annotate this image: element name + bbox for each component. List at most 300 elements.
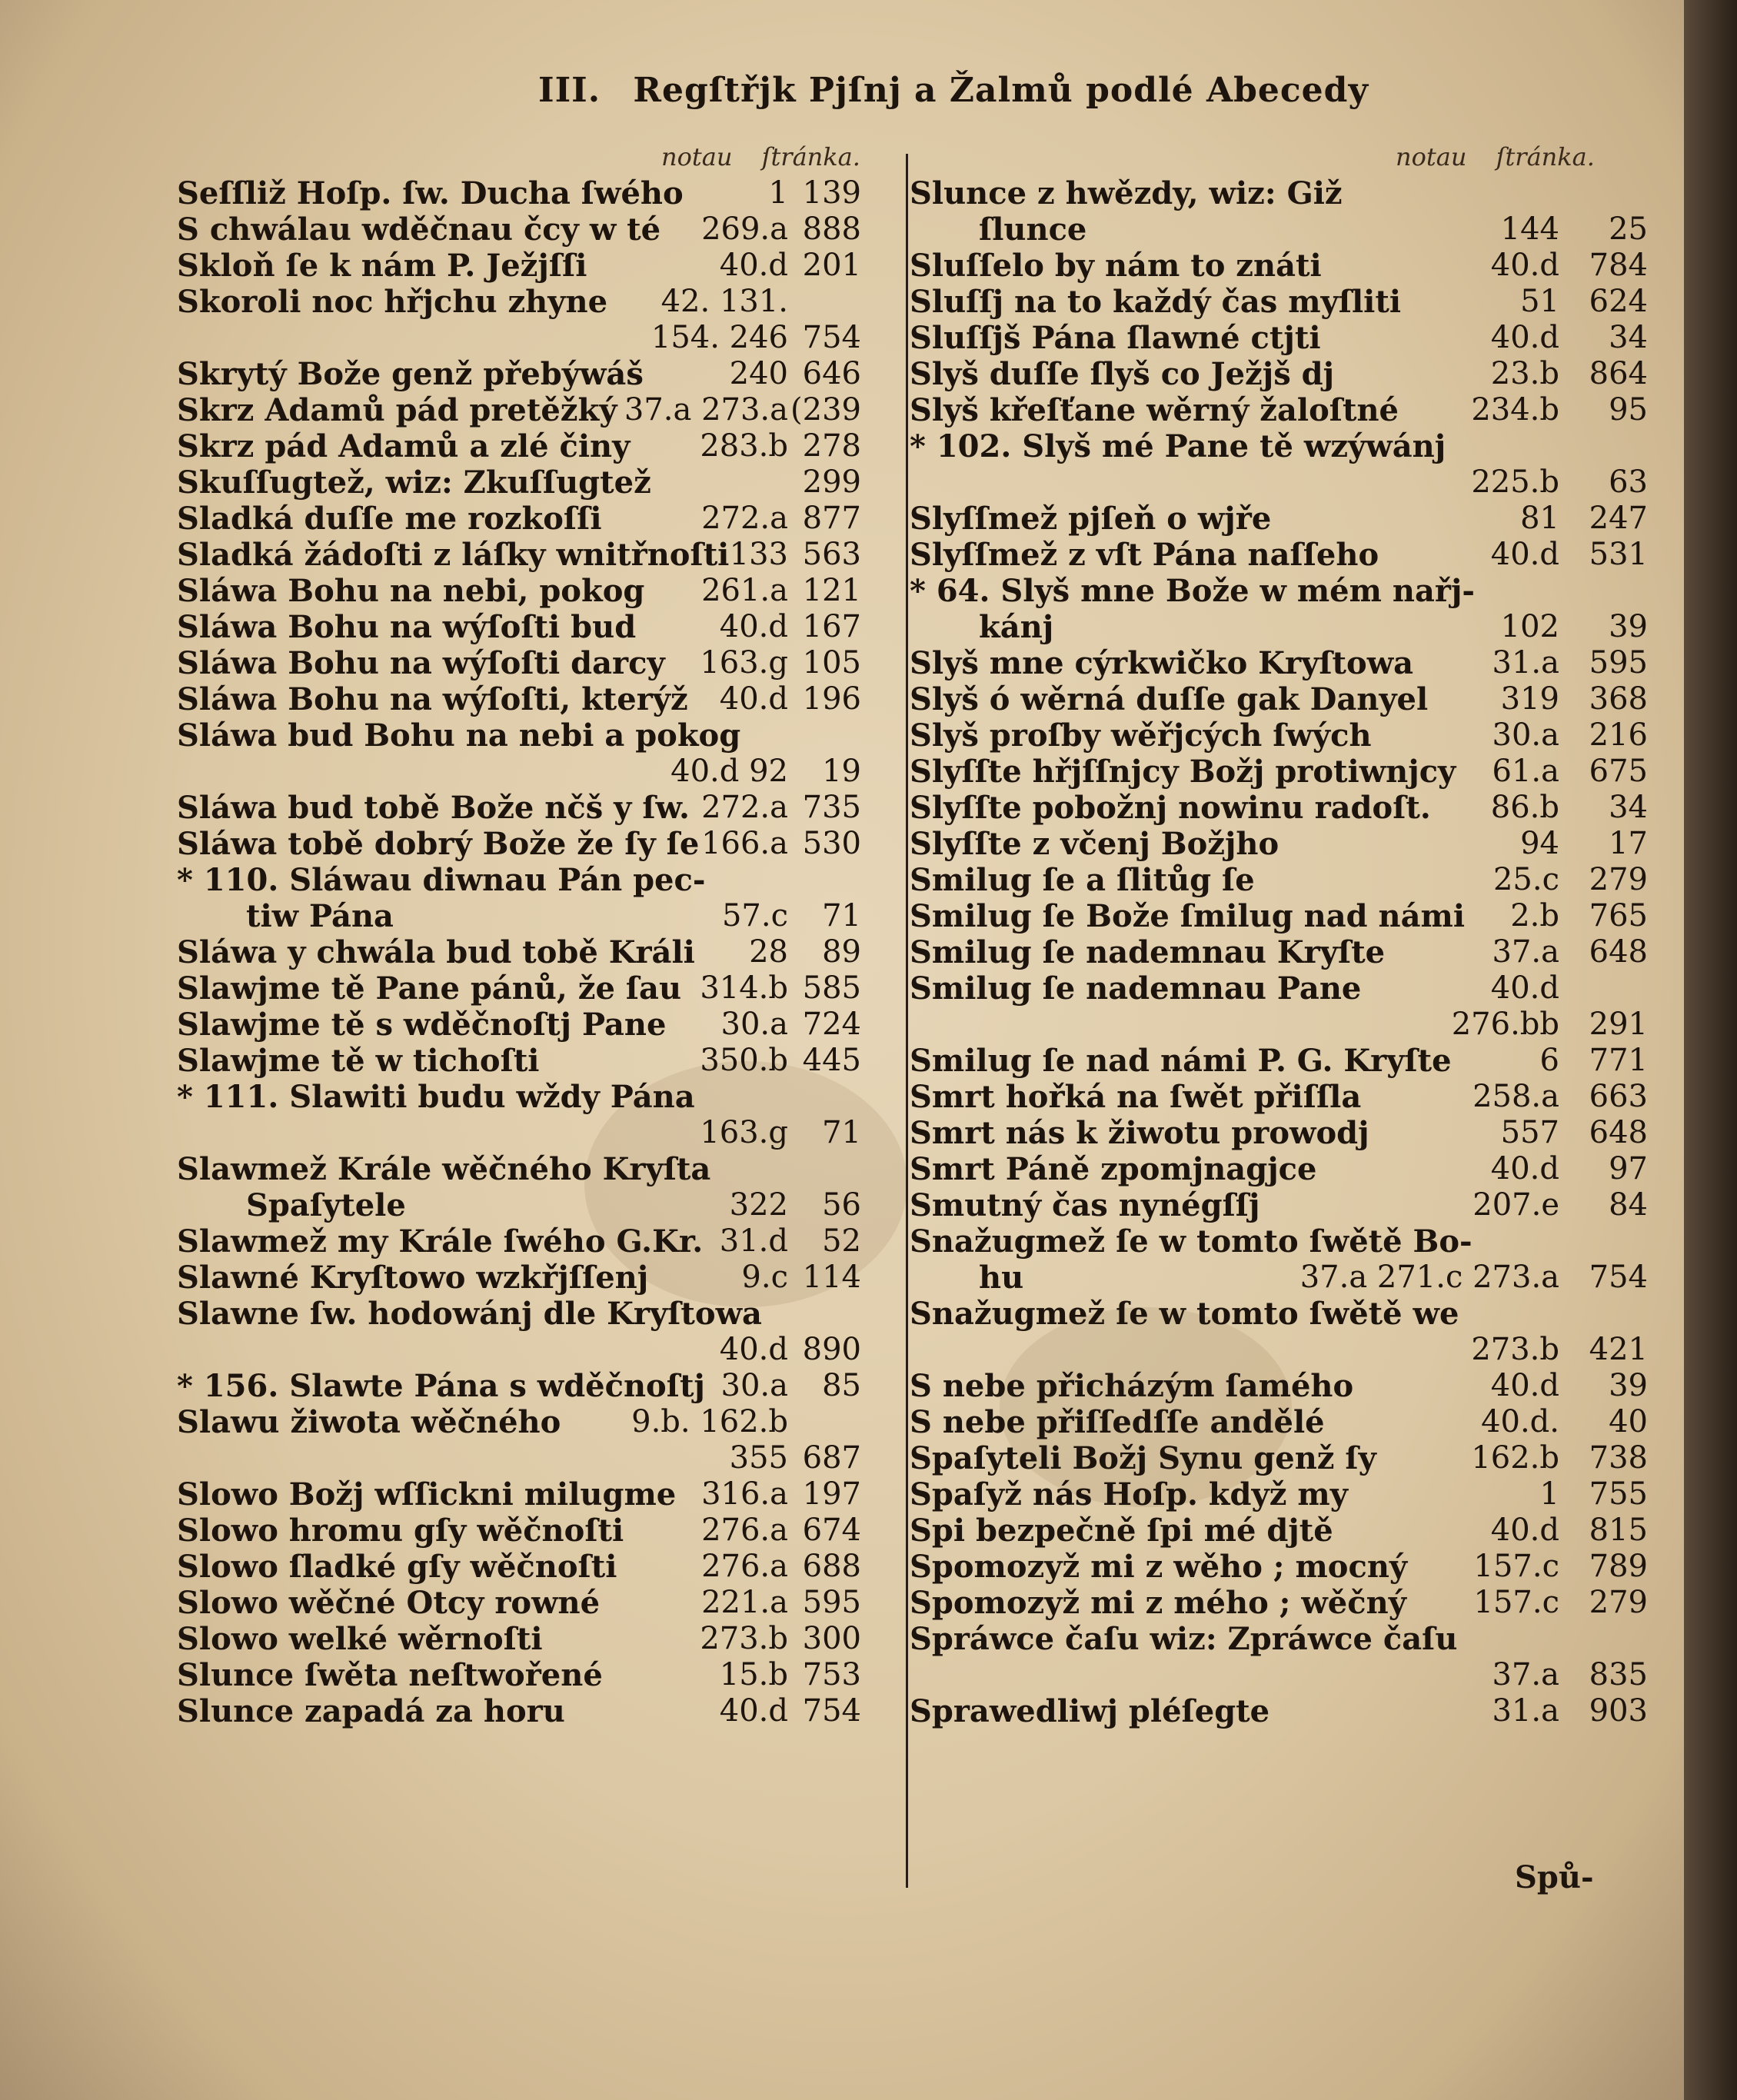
index-entry xyxy=(910,1151,1648,1187)
entry-title: Spi bezpečně ſpi mé djtě xyxy=(910,1513,1333,1549)
entry-title: Slawmež Krále wěčného Kryſta xyxy=(177,1151,711,1187)
index-entry xyxy=(910,428,1648,501)
entry-notau: 240 xyxy=(729,356,788,391)
page-header xyxy=(538,71,1369,110)
entry-page: 97 xyxy=(1609,1151,1648,1186)
index-entry xyxy=(910,754,1648,790)
entry-title: Skoroli noc hřjchu zhyne xyxy=(177,284,608,320)
entry-notau-continuation: 40.d 92 xyxy=(671,754,788,789)
entry-page: 784 xyxy=(1589,248,1648,283)
entry-notau: 166.a xyxy=(701,826,788,861)
entry-notau: 133 xyxy=(729,537,788,572)
entry-page: 771 xyxy=(1589,1043,1648,1078)
entry-notau-continuation: 355 xyxy=(729,1440,788,1476)
entry-page-continuation: 25 xyxy=(1609,211,1648,247)
entry-notau: 283.b xyxy=(700,428,788,464)
entry-notau: 15.b xyxy=(719,1657,788,1692)
entry-title: Skrz Adamů pád pretěžký xyxy=(177,392,617,428)
entry-page-continuation: 71 xyxy=(822,1115,861,1150)
entry-title: Sladká žádoſti z láſky wnitřnoſti xyxy=(177,537,730,573)
index-entry xyxy=(177,1079,861,1151)
index-entry xyxy=(177,1404,861,1476)
entry-page: 738 xyxy=(1589,1440,1648,1476)
entry-page: 216 xyxy=(1589,717,1648,753)
index-entry xyxy=(177,573,861,609)
entry-page: 864 xyxy=(1589,356,1648,391)
left-column-head xyxy=(661,142,860,171)
entry-notau-continuation: 102 xyxy=(1500,609,1559,644)
index-entry xyxy=(910,1115,1648,1151)
entry-title: Slawmež my Krále ſwého G.Kr. xyxy=(177,1223,704,1260)
entry-notau: 234.b xyxy=(1471,392,1559,428)
index-entry xyxy=(177,609,861,645)
entry-title-continuation: tiw Pána xyxy=(246,898,394,934)
entry-page: 563 xyxy=(802,537,861,572)
index-entry xyxy=(177,501,861,537)
entry-page: 663 xyxy=(1589,1079,1648,1114)
entry-title: Skloň ſe k nám P. Ježjſſi xyxy=(177,248,587,284)
entry-title: * 111. Slawiti budu wždy Pána xyxy=(177,1079,695,1115)
entry-title-continuation: kánj xyxy=(979,609,1054,645)
entry-notau: 40.d xyxy=(1490,970,1559,1006)
entry-page-continuation: 754 xyxy=(1589,1260,1648,1295)
entry-title: Spaſyteli Božj Synu genž ſy xyxy=(910,1440,1376,1476)
index-entry xyxy=(910,1187,1648,1223)
entry-notau-continuation: 276.bb xyxy=(1451,1007,1559,1042)
index-entry xyxy=(910,790,1648,826)
entry-page: 201 xyxy=(802,248,861,283)
entry-notau: 30.a xyxy=(720,1368,788,1403)
section-number: III. xyxy=(538,71,601,110)
index-entry xyxy=(177,248,861,284)
index-entry xyxy=(910,573,1648,645)
entry-page-continuation: 835 xyxy=(1589,1657,1648,1692)
entry-notau: 23.b xyxy=(1490,356,1559,391)
entry-notau: 162.b xyxy=(1471,1440,1559,1476)
entry-notau: 261.a xyxy=(701,573,788,608)
entry-page: 753 xyxy=(802,1657,861,1692)
entry-page: 197 xyxy=(802,1476,861,1512)
entry-notau: 37.a xyxy=(1492,934,1559,970)
entry-notau-continuation: 273.b xyxy=(1471,1332,1559,1367)
stranka-label: ſtránka. xyxy=(761,142,860,171)
entry-notau: 31.a xyxy=(1492,1693,1559,1729)
index-entry xyxy=(910,175,1648,248)
entry-notau: 40.d xyxy=(1490,248,1559,283)
entry-page: 648 xyxy=(1589,1115,1648,1150)
entry-title: Sláwa tobě dobrý Bože že ſy ſe xyxy=(177,826,700,862)
entry-page: 279 xyxy=(1589,1585,1648,1620)
entry-title: Slowo ſladké gſy wěčnoſti xyxy=(177,1549,617,1585)
catchword: Spů- xyxy=(1515,1859,1594,1895)
index-entry xyxy=(177,175,861,211)
entry-notau: 25.c xyxy=(1492,862,1559,897)
entry-notau-continuation: 322 xyxy=(729,1187,788,1223)
entry-page: 121 xyxy=(802,573,861,608)
entry-notau: 9.c xyxy=(741,1260,788,1295)
index-entry xyxy=(910,284,1648,320)
entry-notau: 40.d xyxy=(719,681,788,717)
entry-title: Slawné Kryſtowo wzkřjſſenj xyxy=(177,1260,649,1296)
entry-notau-continuation: 57.c xyxy=(721,898,788,934)
entry-notau: 40.d xyxy=(719,248,788,283)
index-entry xyxy=(910,717,1648,754)
index-entry xyxy=(177,681,861,717)
entry-title: Slunce zapadá za horu xyxy=(177,1693,565,1729)
entry-notau: 157.c xyxy=(1473,1549,1559,1584)
entry-page: 903 xyxy=(1589,1693,1648,1729)
entry-notau: 40.d xyxy=(1490,1513,1559,1548)
right-column xyxy=(910,175,1648,1729)
entry-page: 445 xyxy=(802,1043,861,1078)
entry-page: 648 xyxy=(1589,934,1648,970)
entry-notau: 40.d xyxy=(1490,1368,1559,1403)
entry-title-continuation: Spaſytele xyxy=(246,1187,406,1223)
index-entry xyxy=(910,1079,1648,1115)
entry-title: Slyſſmež z vſt Pána naſſeho xyxy=(910,537,1379,573)
entry-title: Sprawedliwj pléſegte xyxy=(910,1693,1270,1729)
index-entry xyxy=(177,1043,861,1079)
entry-notau: 163.g xyxy=(700,645,788,681)
entry-title: Sláwa Bohu na wýſoſti darcy xyxy=(177,645,665,681)
page-edge xyxy=(1684,0,1737,2100)
entry-notau-continuation: 144 xyxy=(1500,211,1559,247)
entry-notau-continuation: 163.g xyxy=(700,1115,788,1150)
entry-title: Slyſſte pobožnj nowinu radoſt. xyxy=(910,790,1431,826)
entry-title: S nebe přiſſedſſe andělé xyxy=(910,1404,1325,1440)
index-entry xyxy=(910,862,1648,898)
entry-notau-continuation: 154. 246 xyxy=(651,320,788,355)
entry-title: Slyš duſſe ſlyš co Ježjš dj xyxy=(910,356,1335,392)
index-entry xyxy=(177,1693,861,1729)
entry-page: 755 xyxy=(1589,1476,1648,1512)
entry-page: 595 xyxy=(802,1585,861,1620)
entry-title: Smilug ſe a ſlitůg ſe xyxy=(910,862,1255,898)
entry-page: 531 xyxy=(1589,537,1648,572)
index-entry xyxy=(177,934,861,970)
index-entry xyxy=(910,248,1648,284)
entry-title: Smrt Páně zpomjnagjce xyxy=(910,1151,1317,1187)
index-entry xyxy=(177,1260,861,1296)
entry-notau: 316.a xyxy=(701,1476,788,1512)
entry-page: 278 xyxy=(802,428,861,464)
entry-title: Slowo hromu gſy wěčnoſti xyxy=(177,1513,624,1549)
entry-title: Skuſſugtež, wiz: Zkuſſugtež xyxy=(177,464,651,501)
entry-title: * 102. Slyš mé Pane tě wzýwánj xyxy=(910,428,1446,464)
page-title: Regſtřjk Pjſnj a Žalmů podlé Abecedy xyxy=(633,71,1369,110)
entry-title: S nebe přicházým ſamého xyxy=(910,1368,1354,1404)
entry-title: Spomozyž mi z wěho ; mocný xyxy=(910,1549,1408,1585)
entry-page: 624 xyxy=(1589,284,1648,319)
entry-page: 877 xyxy=(802,501,861,536)
entry-notau: 28 xyxy=(749,934,788,970)
index-entry xyxy=(910,320,1648,356)
entry-title: Sláwa Bohu na nebi, pokog xyxy=(177,573,645,609)
entry-notau: 273.b xyxy=(700,1621,788,1656)
entry-page: 585 xyxy=(802,970,861,1006)
entry-title: Skrz pád Adamů a zlé činy xyxy=(177,428,631,464)
entry-notau: 40.d xyxy=(719,609,788,644)
entry-page: 167 xyxy=(802,609,861,644)
entry-notau: 40.d xyxy=(1490,537,1559,572)
entry-page-continuation: 421 xyxy=(1589,1332,1648,1367)
entry-notau: 51 xyxy=(1520,284,1559,319)
index-entry xyxy=(910,1368,1648,1404)
index-entry xyxy=(177,1549,861,1585)
entry-notau: 86.b xyxy=(1490,790,1559,825)
entry-notau: 276.a xyxy=(701,1549,788,1584)
entry-title: Sláwa bud Bohu na nebi a pokog xyxy=(177,717,741,754)
index-entry xyxy=(177,392,861,428)
entry-notau-continuation: 225.b xyxy=(1471,464,1559,500)
entry-title: S chwálau wděčnau čcy w té xyxy=(177,211,661,248)
entry-notau: 258.a xyxy=(1472,1079,1559,1114)
index-entry xyxy=(910,934,1648,970)
entry-page: 815 xyxy=(1589,1513,1648,1548)
entry-notau: 157.c xyxy=(1473,1585,1559,1620)
index-entry xyxy=(910,356,1648,392)
entry-notau: 40.d xyxy=(1490,1151,1559,1186)
entry-page: 84 xyxy=(1609,1187,1648,1223)
index-entry xyxy=(177,826,861,862)
entry-notau-continuation: 37.a 271.c 273.a xyxy=(1299,1260,1559,1295)
entry-page-continuation: 687 xyxy=(802,1440,861,1476)
index-entry xyxy=(177,1007,861,1043)
index-entry xyxy=(177,1223,861,1260)
entry-page: 300 xyxy=(802,1621,861,1656)
index-entry xyxy=(910,1043,1648,1079)
index-entry xyxy=(177,645,861,681)
index-entry xyxy=(177,970,861,1007)
index-entry xyxy=(910,970,1648,1043)
entry-page: 888 xyxy=(802,211,861,247)
entry-notau: 61.a xyxy=(1492,754,1559,789)
entry-page: 17 xyxy=(1609,826,1648,861)
entry-notau: 350.b xyxy=(700,1043,788,1078)
entry-page-continuation: 19 xyxy=(822,754,861,789)
index-entry xyxy=(910,1223,1648,1296)
entry-title: * 156. Slawte Pána s wděčnoſtj xyxy=(177,1368,705,1404)
entry-title: Slunce z hwězdy, wiz: Giž xyxy=(910,175,1343,211)
entry-title: Spráwce čaſu wiz: Zpráwce čaſu xyxy=(910,1621,1458,1657)
entry-title: Snažugmež ſe w tomto ſwětě we xyxy=(910,1296,1459,1332)
entry-page-continuation: 56 xyxy=(822,1187,861,1223)
entry-notau: 42. 131. xyxy=(661,284,788,319)
entry-notau: 314.b xyxy=(700,970,788,1006)
index-entry xyxy=(910,537,1648,573)
entry-title: Slowo Božj wſſickni milugme xyxy=(177,1476,677,1513)
entry-notau-continuation: 37.a xyxy=(1492,1657,1559,1692)
index-entry xyxy=(910,645,1648,681)
entry-title: Smrt nás k žiwotu prowodj xyxy=(910,1115,1369,1151)
index-entry xyxy=(177,1657,861,1693)
entry-title: Sluſſelo by nám to znáti xyxy=(910,248,1322,284)
entry-notau: 40.d xyxy=(719,1693,788,1729)
entry-notau: 31.d xyxy=(719,1223,788,1259)
entry-title: Slyſſte z včenj Božjho xyxy=(910,826,1279,862)
index-entry xyxy=(910,1693,1648,1729)
entry-page: 105 xyxy=(802,645,861,681)
entry-title: Slawjme tě s wděčnoſtj Pane xyxy=(177,1007,667,1043)
right-column-head xyxy=(1396,142,1595,171)
entry-notau: 221.a xyxy=(701,1585,788,1620)
index-entry xyxy=(177,790,861,826)
entry-notau: 269.a xyxy=(701,211,788,247)
entry-page: 95 xyxy=(1609,392,1648,428)
entry-page: 595 xyxy=(1589,645,1648,681)
entry-notau: 94 xyxy=(1520,826,1559,861)
entry-notau-continuation: 40.d xyxy=(719,1332,788,1367)
index-entry xyxy=(910,1296,1648,1368)
entry-notau: 272.a xyxy=(701,501,788,536)
entry-notau: 1 xyxy=(768,175,788,211)
entry-page: 85 xyxy=(822,1368,861,1403)
index-entry xyxy=(177,717,861,790)
entry-title: Sláwa Bohu na wýſoſti, kterýž xyxy=(177,681,688,717)
entry-page: 247 xyxy=(1589,501,1648,536)
index-entry xyxy=(177,1585,861,1621)
entry-page-continuation: 291 xyxy=(1589,1007,1648,1042)
entry-notau: 207.e xyxy=(1472,1187,1559,1223)
index-entry xyxy=(177,1368,861,1404)
entry-title: Slowo welké wěrnoſti xyxy=(177,1621,543,1657)
entry-title: Slyš mne cýrkwičko Kryſtowa xyxy=(910,645,1414,681)
entry-page-continuation: 71 xyxy=(822,898,861,934)
entry-title: Slawne ſw. hodowánj dle Kryſtowa xyxy=(177,1296,762,1332)
column-divider xyxy=(906,154,908,1888)
entry-title: Slawjme tě w tichoſti xyxy=(177,1043,540,1079)
entry-title: Spaſyž nás Hoſp. když my xyxy=(910,1476,1348,1513)
entry-title: Smilug ſe nademnau Kryſte xyxy=(910,934,1386,970)
entry-page: (239 xyxy=(790,392,861,428)
notau-label: notau xyxy=(661,142,733,171)
index-entry xyxy=(177,211,861,248)
entry-page: 89 xyxy=(822,934,861,970)
entry-page: 39 xyxy=(1609,1368,1648,1403)
left-column xyxy=(177,175,861,1729)
entry-page: 34 xyxy=(1609,320,1648,355)
entry-page-continuation: 39 xyxy=(1609,609,1648,644)
entry-title: Seſſliž Hoſp. ſw. Ducha ſwého xyxy=(177,175,684,211)
entry-notau: 9.b. 162.b xyxy=(631,1404,788,1439)
index-entry xyxy=(177,1476,861,1513)
entry-page: 735 xyxy=(802,790,861,825)
index-entry xyxy=(910,681,1648,717)
entry-notau: 557 xyxy=(1500,1115,1559,1150)
entry-title: Sláwa bud tobě Bože nčš y ſw. xyxy=(177,790,690,826)
entry-title: Sláwa Bohu na wýſoſti bud xyxy=(177,609,637,645)
index-entry xyxy=(910,1476,1648,1513)
entry-page-continuation: 63 xyxy=(1609,464,1648,500)
entry-page: 675 xyxy=(1589,754,1648,789)
index-entry xyxy=(910,826,1648,862)
entry-title: Slyš ó wěrná duſſe gak Danyel xyxy=(910,681,1429,717)
entry-page: 765 xyxy=(1589,898,1648,934)
entry-notau: 40.d xyxy=(1490,320,1559,355)
index-entry xyxy=(177,537,861,573)
index-entry xyxy=(910,1621,1648,1693)
entry-title: Smilug ſe nad námi P. G. Kryſte xyxy=(910,1043,1452,1079)
entry-notau: 1 xyxy=(1539,1476,1559,1512)
entry-notau: 30.a xyxy=(1492,717,1559,753)
entry-notau: 30.a xyxy=(720,1007,788,1042)
index-entry xyxy=(177,464,861,501)
entry-title-continuation: ſlunce xyxy=(979,211,1087,248)
entry-notau: 2.b xyxy=(1510,898,1559,934)
entry-title: Slawu žiwota wěčného xyxy=(177,1404,561,1440)
index-entry xyxy=(177,1513,861,1549)
entry-title: Sluſſj na to každý čas myſliti xyxy=(910,284,1402,320)
entry-title: Sladká duſſe me rozkoſſi xyxy=(177,501,602,537)
entry-notau: 81 xyxy=(1520,501,1559,536)
entry-page: 279 xyxy=(1589,862,1648,897)
entry-title: Sluſſjš Pána ſlawné ctjti xyxy=(910,320,1321,356)
entry-page: 299 xyxy=(802,464,861,500)
index-entry xyxy=(910,1549,1648,1585)
entry-page: 52 xyxy=(822,1223,861,1259)
entry-title: Slawjme tě Pane pánů, že ſau xyxy=(177,970,682,1007)
entry-title: Smilug ſe nademnau Pane xyxy=(910,970,1362,1007)
entry-page: 754 xyxy=(802,1693,861,1729)
entry-title: * 110. Sláwau diwnau Pán pec- xyxy=(177,862,706,898)
entry-title: Snažugmež ſe w tomto ſwětě Bo- xyxy=(910,1223,1472,1260)
entry-title: Sláwa y chwála bud tobě Králi xyxy=(177,934,695,970)
index-entry xyxy=(910,501,1648,537)
index-entry xyxy=(177,1151,861,1223)
index-entry xyxy=(177,1296,861,1368)
entry-page: 530 xyxy=(802,826,861,861)
entry-title: Skrytý Bože genž přebýwáš xyxy=(177,356,644,392)
entry-title: Slyſſte hřjſſnjcy Božj protiwnjcy xyxy=(910,754,1456,790)
entry-title: Slyš křeſťane wěrný žaloſtné xyxy=(910,392,1399,428)
index-entry xyxy=(910,1440,1648,1476)
entry-notau: 319 xyxy=(1500,681,1559,717)
entry-page-continuation: 890 xyxy=(802,1332,861,1367)
entry-notau: 31.a xyxy=(1492,645,1559,681)
index-entry xyxy=(177,284,861,356)
entry-title: Spomozyž mi z mého ; wěčný xyxy=(910,1585,1406,1621)
entry-page: 139 xyxy=(802,175,861,211)
entry-page: 724 xyxy=(802,1007,861,1042)
entry-title: Slowo wěčné Otcy rowné xyxy=(177,1585,601,1621)
entry-title: Smilug ſe Bože ſmilug nad námi xyxy=(910,898,1466,934)
entry-title: Smrt hořká na ſwět přiſſla xyxy=(910,1079,1362,1115)
entry-notau: 272.a xyxy=(701,790,788,825)
entry-notau: 276.a xyxy=(701,1513,788,1548)
entry-title: * 64. Slyš mne Bože w mém nařj- xyxy=(910,573,1476,609)
entry-title: Slyſſmež pjſeň o wjře xyxy=(910,501,1272,537)
entry-page: 40 xyxy=(1609,1404,1648,1439)
entry-notau: 37.a 273.a xyxy=(624,392,788,428)
entry-page: 646 xyxy=(802,356,861,391)
stranka-label: ſtránka. xyxy=(1496,142,1595,171)
entry-title-continuation: hu xyxy=(979,1260,1024,1296)
entry-notau: 6 xyxy=(1539,1043,1559,1078)
notau-label: notau xyxy=(1396,142,1467,171)
index-entry xyxy=(177,428,861,464)
index-entry xyxy=(910,392,1648,428)
index-entry xyxy=(910,1513,1648,1549)
index-entry xyxy=(910,1585,1648,1621)
entry-title: Smutný čas nynégſſj xyxy=(910,1187,1260,1223)
index-entry xyxy=(177,862,861,934)
index-entry xyxy=(177,356,861,392)
entry-page: 789 xyxy=(1589,1549,1648,1584)
index-entry xyxy=(910,1404,1648,1440)
index-entry xyxy=(177,1621,861,1657)
entry-page: 688 xyxy=(802,1549,861,1584)
entry-notau: 40.d. xyxy=(1481,1404,1559,1439)
